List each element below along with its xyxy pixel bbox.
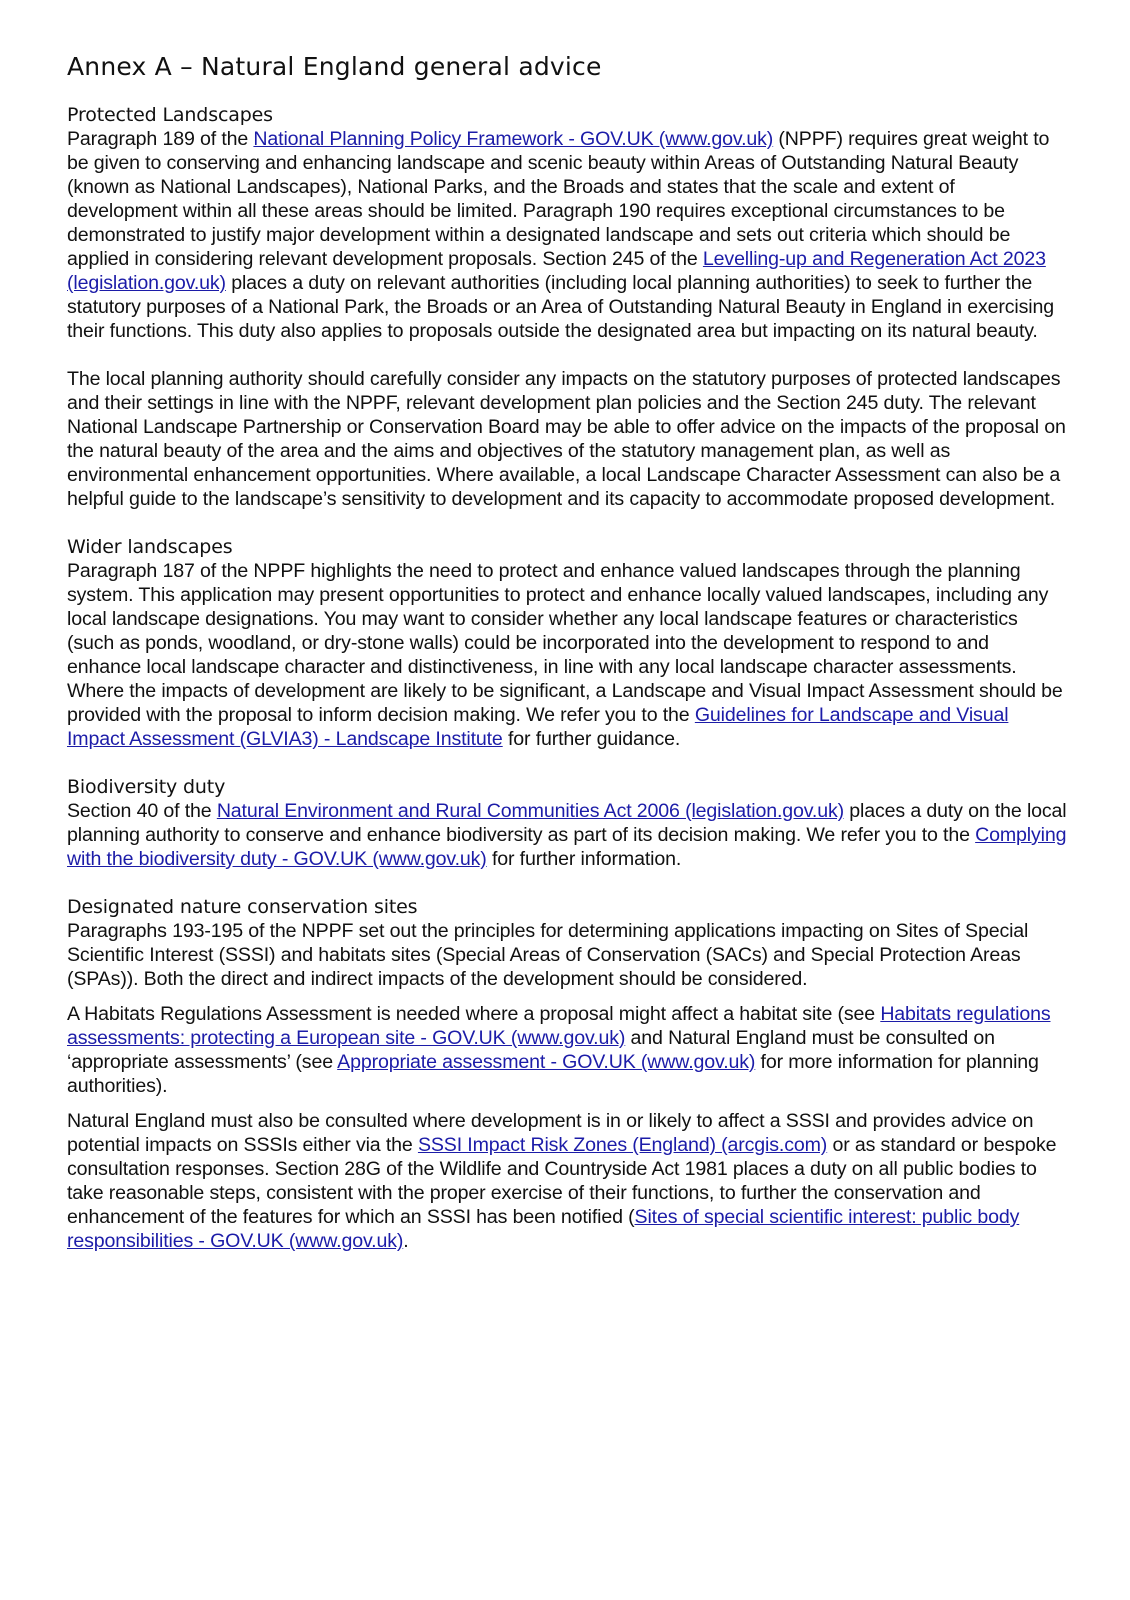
biodiversity-duty-paragraph: Section 40 of the Natural Environment and Rural Communities Act 2006 (legislation.gov.uk) places a duty on the local planning authority to conserve and enhance biodiversity as part of its decision making. We refer you to the Complying with the biodiversity duty - GOV.UK (www.gov.uk) for further information. [67, 800, 1067, 870]
link-sssi-impact-risk-zones[interactable]: SSSI Impact Risk Zones (England) (arcgis.com) [417, 1134, 828, 1156]
link-levelling-up-act[interactable]: Levelling-up and Regeneration Act 2023 (legislation.gov.uk) [67, 248, 1046, 294]
designated-sites-paragraph-1: Paragraphs 193-195 of the NPPF set out the principles for determining applications impacting on Sites of Special Scientific Interest (SSSI) and habitats sites (Special Areas of Conservation (SACs) and Special Protection Areas (SPAs)). Both the direct and indirect impacts of the development should be considered. [67, 920, 1029, 990]
link-nppf[interactable]: National Planning Policy Framework - GOV.UK (www.gov.uk) [253, 128, 774, 150]
designated-sites-paragraph-3: Natural England must also be consulted where development is in or likely to affect a SSSI and provides advice on potential impacts on SSSIs either via the SSSI Impact Risk Zones (England) (arcgis.com) or as standard or bespoke consultation responses. Section 28G of the Wildlife and Countryside Act 1981 places a duty on all public bodies to take reasonable steps, consistent with the proper exercise of their functions, to further the conservation and enhancement of the features for which an SSSI has been notified (Sites of special scientific interest: public body responsibilities - GOV.UK (www.gov.uk). [67, 1110, 1057, 1252]
section-heading-wider-landscapes: Wider landscapes [67, 536, 233, 558]
link-glvia3[interactable]: Guidelines for Landscape and Visual Impact Assessment (GLVIA3) - Landscape Institute [67, 704, 1009, 750]
document-page [67, 50, 1067, 1253]
section-heading-biodiversity-duty: Biodiversity duty [67, 776, 226, 798]
link-habitats-regulations[interactable]: Habitats regulations assessments: protecting a European site - GOV.UK (www.gov.uk) [67, 1003, 1051, 1049]
link-sssi-public-body-responsibilities[interactable]: Sites of special scientific interest: public body responsibilities - GOV.UK (www.gov.uk) [67, 1206, 1020, 1252]
protected-landscapes-paragraph-1: Paragraph 189 of the National Planning Policy Framework - GOV.UK (www.gov.uk) (NPPF) requires great weight to be given to conserving and enhancing landscape and scenic beauty within Areas of Outstanding Natural Beauty (known as National Landscapes), National Parks, and the Broads and states that the scale and extent of development within all these areas should be limited. Paragraph 190 requires exceptional circumstances to be demonstrated to justify major development within a designated landscape and sets out criteria which should be applied in considering relevant development proposals. Section 245 of the Levelling-up and Regeneration Act 2023 (legislation.gov.uk) places a duty on relevant authorities (including local planning authorities) to seek to further the statutory purposes of a National Park, the Broads or an Area of Outstanding Natural Beauty in England in exercising their functions. This duty also applies to proposals outside the designated area but impacting on its natural beauty. [67, 128, 1054, 342]
section-heading-protected-landscapes: Protected Landscapes [67, 104, 273, 126]
section-heading-designated-sites: Designated nature conservation sites [67, 896, 418, 918]
protected-landscapes-paragraph-2: The local planning authority should carefully consider any impacts on the statutory purposes of protected landscapes and their settings in line with the NPPF, relevant development plan policies and the Section 245 duty. The relevant National Landscape Partnership or Conservation Board may be able to offer advice on the impacts of the proposal on the natural beauty of the area and the aims and objectives of the statutory management plan, as well as environmental enhancement opportunities. Where available, a local Landscape Character Assessment can also be a helpful guide to the landscape’s sensitivity to development and its capacity to accommodate proposed development. [67, 368, 1066, 510]
page-title: Annex A – Natural England general advice [67, 52, 602, 81]
link-appropriate-assessment[interactable]: Appropriate assessment - GOV.UK (www.gov.uk) [337, 1051, 756, 1073]
link-biodiversity-duty[interactable]: Complying with the biodiversity duty - GOV.UK (www.gov.uk) [67, 824, 1067, 870]
designated-sites-paragraph-2: A Habitats Regulations Assessment is needed where a proposal might affect a habitat site (see Habitats regulations assessments: protecting a European site - GOV.UK (www.gov.uk) and Natural England must be consulted on ‘appropriate assessments’ (see Appropriate assessment - GOV.UK (www.gov.uk) for more information for planning authorities). [67, 1003, 1051, 1097]
wider-landscapes-paragraph: Paragraph 187 of the NPPF highlights the need to protect and enhance valued landscapes through the planning system. This application may present opportunities to protect and enhance locally valued landscapes, including any local landscape designations. You may want to consider whether any local landscape features or characteristics (such as ponds, woodland, or dry-stone walls) could be incorporated into the development to respond to and enhance local landscape character and distinctiveness, in line with any local landscape character assessments. Where the impacts of development are likely to be significant, a Landscape and Visual Impact Assessment should be provided with the proposal to inform decision making. We refer you to the Guidelines for Landscape and Visual Impact Assessment (GLVIA3) - Landscape Institute for further guidance. [67, 560, 1063, 750]
link-nerc-act[interactable]: Natural Environment and Rural Communities Act 2006 (legislation.gov.uk) [216, 800, 844, 822]
